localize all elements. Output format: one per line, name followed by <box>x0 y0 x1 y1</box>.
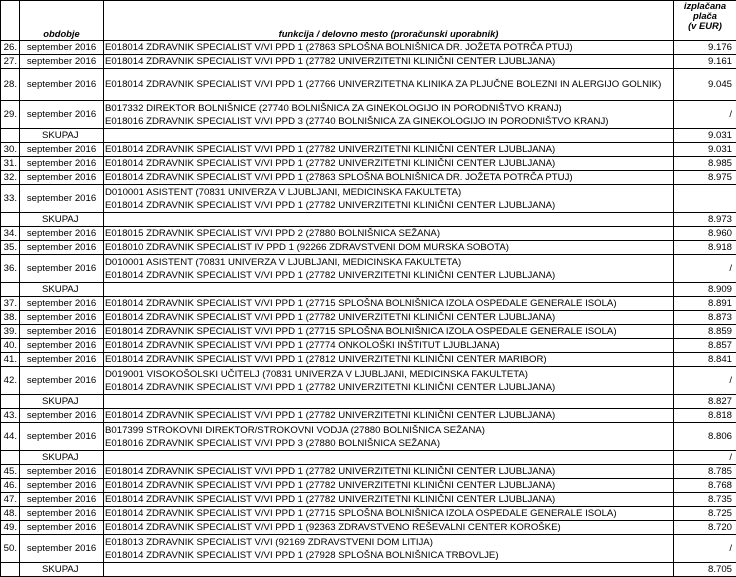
function-line: E018014 ZDRAVNIK SPECIALIST V/VI PPD 1 (27782 UNIVERZITETNI KLINIČNI CENTER LJUBLJANA) <box>105 269 671 282</box>
row-pay: 8.960 <box>674 227 736 241</box>
sum-function-cell <box>104 129 674 143</box>
row-period: september 2016 <box>20 339 104 353</box>
header-pay-line2: plača <box>676 11 734 21</box>
row-function <box>104 507 674 521</box>
table-row <box>1 353 736 367</box>
row-number: 36. <box>1 255 20 283</box>
sum-row <box>1 283 736 297</box>
sum-function-cell <box>104 451 674 465</box>
row-number: 28. <box>1 69 20 101</box>
sum-function-cell <box>104 563 674 577</box>
row-pay: 8.985 <box>674 157 736 171</box>
row-number: 45. <box>1 465 20 479</box>
row-pay: 8.975 <box>674 171 736 185</box>
function-line: E018014 ZDRAVNIK SPECIALIST V/VI PPD 1 (27782 UNIVERZITETNI KLINIČNI CENTER LJUBLJANA) <box>105 157 671 170</box>
sum-pay: 9.031 <box>674 129 736 143</box>
header-pay-line1: izplačana <box>676 1 734 11</box>
row-pay: 8.768 <box>674 479 736 493</box>
row-period: september 2016 <box>20 367 104 395</box>
row-pay: 8.873 <box>674 311 736 325</box>
row-function <box>104 423 674 451</box>
row-period: september 2016 <box>20 521 104 535</box>
sum-pay: 8.827 <box>674 395 736 409</box>
row-number: 48. <box>1 507 20 521</box>
table-row <box>1 311 736 325</box>
row-number: 26. <box>1 41 20 55</box>
table-row <box>1 101 736 129</box>
row-pay <box>674 185 736 213</box>
row-period: september 2016 <box>20 101 104 129</box>
row-period: september 2016 <box>20 423 104 451</box>
header-pay-line3: (v EUR) <box>676 21 734 31</box>
row-function <box>104 227 674 241</box>
sum-function-cell <box>104 213 674 227</box>
row-function <box>104 325 674 339</box>
function-line: B017332 DIREKTOR BOLNIŠNICE (27740 BOLNIŠNICA ZA GINEKOLOGIJO IN PORODNIŠTVO KRANJ) <box>105 102 671 115</box>
sum-row <box>1 451 736 465</box>
row-period: september 2016 <box>20 311 104 325</box>
row-number: 33. <box>1 185 20 213</box>
function-line: B017399 STROKOVNI DIREKTOR/STROKOVNI VODJA (27880 BOLNIŠNICA SEŽANA) <box>105 424 671 437</box>
function-line: E018014 ZDRAVNIK SPECIALIST V/VI PPD 1 (27782 UNIVERZITETNI KLINIČNI CENTER LJUBLJANA) <box>105 465 671 478</box>
function-line: E018014 ZDRAVNIK SPECIALIST V/VI PPD 1 (27812 UNIVERZITETNI KLINIČNI CENTER MARIBOR) <box>105 353 671 366</box>
sum-pay: / <box>674 451 736 465</box>
function-line: E018014 ZDRAVNIK SPECIALIST V/VI PPD 1 (27782 UNIVERZITETNI KLINIČNI CENTER LJUBLJANA) <box>105 199 671 212</box>
table-row <box>1 325 736 339</box>
row-function <box>104 521 674 535</box>
row-pay: 8.818 <box>674 409 736 423</box>
table-row <box>1 297 736 311</box>
sum-row <box>1 563 736 577</box>
row-period: september 2016 <box>20 157 104 171</box>
row-period: september 2016 <box>20 493 104 507</box>
row-pay: / <box>674 255 736 283</box>
row-function <box>104 367 674 395</box>
function-line: D010001 ASISTENT (70831 UNIVERZA V LJUBLJANI, MEDICINSKA FAKULTETA) <box>105 256 671 269</box>
row-period: september 2016 <box>20 255 104 283</box>
table-row <box>1 157 736 171</box>
sum-function-cell <box>104 283 674 297</box>
row-function <box>104 55 674 69</box>
row-pay: / <box>674 101 736 129</box>
row-period: september 2016 <box>20 185 104 213</box>
row-period: september 2016 <box>20 143 104 157</box>
row-number: 32. <box>1 171 20 185</box>
row-function <box>104 339 674 353</box>
sum-row <box>1 213 736 227</box>
function-line: E018014 ZDRAVNIK SPECIALIST V/VI PPD 1 (27782 UNIVERZITETNI KLINIČNI CENTER LJUBLJANA) <box>105 479 671 492</box>
row-period: september 2016 <box>20 325 104 339</box>
row-period: september 2016 <box>20 55 104 69</box>
function-line: E018014 ZDRAVNIK SPECIALIST V/VI PPD 1 (27715 SPLOŠNA BOLNIŠNICA IZOLA OSPEDALE GENERALE ISOLA) <box>105 325 671 338</box>
row-function <box>104 157 674 171</box>
function-line: E018014 ZDRAVNIK SPECIALIST V/VI PPD 1 (27766 UNIVERZITETNA KLINIKA ZA PLJUČNE BOLEZNI IN ALERGIJO GOLNIK) <box>105 78 671 91</box>
table-row <box>1 171 736 185</box>
row-pay: 8.857 <box>674 339 736 353</box>
sum-pay: 8.973 <box>674 213 736 227</box>
function-line: E018016 ZDRAVNIK SPECIALIST V/VI PPD 3 (27880 BOLNIŠNICA SEŽANA) <box>105 437 671 450</box>
row-number: 35. <box>1 241 20 255</box>
table-row <box>1 339 736 353</box>
row-function <box>104 479 674 493</box>
row-pay: 9.031 <box>674 143 736 157</box>
row-function <box>104 185 674 213</box>
row-period: september 2016 <box>20 409 104 423</box>
table-row <box>1 507 736 521</box>
function-line: E018014 ZDRAVNIK SPECIALIST V/VI PPD 1 (27928 SPLOŠNA BOLNIŠNICA TRBOVLJE) <box>105 549 671 562</box>
sum-num-cell <box>1 395 20 409</box>
row-number: 43. <box>1 409 20 423</box>
row-number: 37. <box>1 297 20 311</box>
header-row <box>1 1 736 41</box>
function-line: E018014 ZDRAVNIK SPECIALIST V/VI PPD 1 (27782 UNIVERZITETNI KLINIČNI CENTER LJUBLJANA) <box>105 143 671 156</box>
table-row <box>1 69 736 101</box>
row-pay: 8.891 <box>674 297 736 311</box>
row-function <box>104 297 674 311</box>
row-period: september 2016 <box>20 41 104 55</box>
sum-label: SKUPAJ <box>20 395 104 409</box>
sum-num-cell <box>1 563 20 577</box>
row-period: september 2016 <box>20 227 104 241</box>
function-line: E018014 ZDRAVNIK SPECIALIST V/VI PPD 1 (27782 UNIVERZITETNI KLINIČNI CENTER LJUBLJANA) <box>105 381 671 394</box>
sum-function-cell <box>104 395 674 409</box>
row-function <box>104 535 674 563</box>
table-row <box>1 479 736 493</box>
row-period: september 2016 <box>20 171 104 185</box>
row-function <box>104 353 674 367</box>
sum-num-cell <box>1 213 20 227</box>
sum-row <box>1 129 736 143</box>
table-row <box>1 185 736 213</box>
row-function <box>104 465 674 479</box>
row-function <box>104 69 674 101</box>
row-period: september 2016 <box>20 297 104 311</box>
row-number: 38. <box>1 311 20 325</box>
header-pay <box>674 1 736 41</box>
row-period: september 2016 <box>20 69 104 101</box>
row-function <box>104 241 674 255</box>
row-pay: 8.720 <box>674 521 736 535</box>
function-line: E018014 ZDRAVNIK SPECIALIST V/VI PPD 1 (27863 SPLOŠNA BOLNIŠNICA DR. JOŽETA POTRČA PTUJ) <box>105 171 671 184</box>
table-row <box>1 227 736 241</box>
function-line: E018016 ZDRAVNIK SPECIALIST V/VI PPD 3 (27740 BOLNIŠNICA ZA GINEKOLOGIJO IN PORODNIŠTVO KRANJ) <box>105 115 671 128</box>
table-row <box>1 367 736 395</box>
row-number: 40. <box>1 339 20 353</box>
table-row <box>1 41 736 55</box>
row-period: september 2016 <box>20 465 104 479</box>
row-number: 47. <box>1 493 20 507</box>
row-number: 46. <box>1 479 20 493</box>
row-period: september 2016 <box>20 507 104 521</box>
row-pay: 9.045 <box>674 69 736 101</box>
row-function <box>104 101 674 129</box>
function-line: E018014 ZDRAVNIK SPECIALIST V/VI PPD 1 (27782 UNIVERZITETNI KLINIČNI CENTER LJUBLJANA) <box>105 493 671 506</box>
row-number: 41. <box>1 353 20 367</box>
row-number: 39. <box>1 325 20 339</box>
row-function <box>104 41 674 55</box>
row-pay: 8.735 <box>674 493 736 507</box>
sum-num-cell <box>1 129 20 143</box>
sum-label: SKUPAJ <box>20 129 104 143</box>
sum-label: SKUPAJ <box>20 451 104 465</box>
function-line: E018013 ZDRAVNIK SPECIALIST V/VI (92169 ZDRAVSTVENI DOM LITIJA) <box>105 536 671 549</box>
function-line: D019001 VISOKOŠOLSKI UČITELJ (70831 UNIVERZA V LJUBLJANI, MEDICINSKA FAKULTETA) <box>105 368 671 381</box>
header-period: obdobje <box>20 1 104 41</box>
table-row <box>1 465 736 479</box>
row-period: september 2016 <box>20 535 104 563</box>
row-number: 31. <box>1 157 20 171</box>
row-function <box>104 311 674 325</box>
function-line: E018014 ZDRAVNIK SPECIALIST V/VI PPD 1 (27782 UNIVERZITETNI KLINIČNI CENTER LJUBLJANA) <box>105 55 671 68</box>
table-row <box>1 143 736 157</box>
row-period: september 2016 <box>20 241 104 255</box>
sum-pay: 8.909 <box>674 283 736 297</box>
row-number: 42. <box>1 367 20 395</box>
function-line: E018014 ZDRAVNIK SPECIALIST V/VI PPD 1 (27774 ONKOLOŠKI INŠTITUT LJUBLJANA) <box>105 339 671 352</box>
row-pay: 8.918 <box>674 241 736 255</box>
sum-num-cell <box>1 283 20 297</box>
function-line: E018014 ZDRAVNIK SPECIALIST V/VI PPD 1 (92363 ZDRAVSTVENO REŠEVALNI CENTER KOROŠKE) <box>105 521 671 534</box>
row-function <box>104 409 674 423</box>
row-number: 44. <box>1 423 20 451</box>
function-line: E018014 ZDRAVNIK SPECIALIST V/VI PPD 1 (27782 UNIVERZITETNI KLINIČNI CENTER LJUBLJANA) <box>105 409 671 422</box>
function-line: D010001 ASISTENT (70831 UNIVERZA V LJUBLJANI, MEDICINSKA FAKULTETA) <box>105 186 671 199</box>
row-function <box>104 143 674 157</box>
table-row <box>1 409 736 423</box>
function-line: E018010 ZDRAVNIK SPECIALIST IV PPD 1 (92266 ZDRAVSTVENI DOM MURSKA SOBOTA) <box>105 241 671 254</box>
row-function <box>104 171 674 185</box>
row-pay: 8.841 <box>674 353 736 367</box>
row-pay: 8.725 <box>674 507 736 521</box>
row-pay: 9.161 <box>674 55 736 69</box>
row-pay: 8.859 <box>674 325 736 339</box>
row-period: september 2016 <box>20 479 104 493</box>
row-number: 27. <box>1 55 20 69</box>
header-function: funkcija / delovno mesto (proračunski uporabnik) <box>104 1 674 41</box>
header-num <box>1 1 20 41</box>
row-pay: 8.806 <box>674 423 736 451</box>
function-line: E018015 ZDRAVNIK SPECIALIST V/VI PPD 2 (27880 BOLNIŠNICA SEŽANA) <box>105 227 671 240</box>
row-number: 29. <box>1 101 20 129</box>
sum-label: SKUPAJ <box>20 283 104 297</box>
table-row <box>1 55 736 69</box>
row-pay: / <box>674 367 736 395</box>
table-row <box>1 521 736 535</box>
table-row <box>1 535 736 563</box>
sum-row <box>1 395 736 409</box>
table-row <box>1 255 736 283</box>
row-pay: 8.785 <box>674 465 736 479</box>
sum-label: SKUPAJ <box>20 213 104 227</box>
row-function <box>104 493 674 507</box>
table-row <box>1 241 736 255</box>
row-function <box>104 255 674 283</box>
row-pay: 9.176 <box>674 41 736 55</box>
sum-label: SKUPAJ <box>20 563 104 577</box>
sum-num-cell <box>1 451 20 465</box>
table-row <box>1 423 736 451</box>
function-line: E018014 ZDRAVNIK SPECIALIST V/VI PPD 1 (27863 SPLOŠNA BOLNIŠNICA DR. JOŽETA POTRČA PTUJ) <box>105 41 671 54</box>
row-pay: / <box>674 535 736 563</box>
function-line: E018014 ZDRAVNIK SPECIALIST V/VI PPD 1 (27715 SPLOŠNA BOLNIŠNICA IZOLA OSPEDALE GENERALE ISOLA) <box>105 507 671 520</box>
row-period: september 2016 <box>20 353 104 367</box>
row-number: 34. <box>1 227 20 241</box>
row-number: 50. <box>1 535 20 563</box>
sum-pay: 8.705 <box>674 563 736 577</box>
row-number: 49. <box>1 521 20 535</box>
table-row <box>1 493 736 507</box>
row-number: 30. <box>1 143 20 157</box>
function-line: E018014 ZDRAVNIK SPECIALIST V/VI PPD 1 (27782 UNIVERZITETNI KLINIČNI CENTER LJUBLJANA) <box>105 311 671 324</box>
function-line: E018014 ZDRAVNIK SPECIALIST V/VI PPD 1 (27715 SPLOŠNA BOLNIŠNICA IZOLA OSPEDALE GENERALE ISOLA) <box>105 297 671 310</box>
table-body <box>1 41 736 577</box>
